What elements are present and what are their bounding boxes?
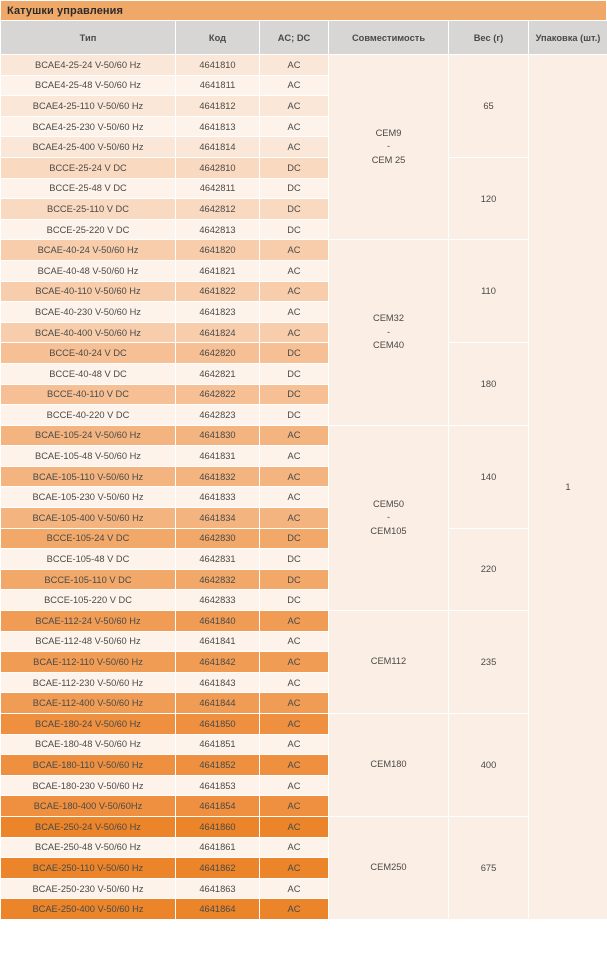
compatibility-line: - <box>386 512 391 523</box>
cell-type: BCCE-25-110 V DC <box>1 199 176 220</box>
cell-code: 4642821 <box>176 363 260 384</box>
cell-type: BCAE-40-230 V-50/60 Hz <box>1 302 176 323</box>
cell-type: BCAE-40-24 V-50/60 Hz <box>1 240 176 261</box>
cell-code: 4641830 <box>176 425 260 446</box>
cell-acdc: AC <box>260 672 329 693</box>
cell-acdc: DC <box>260 219 329 240</box>
cell-acdc: AC <box>260 611 329 632</box>
compatibility-line: CEM250 <box>370 862 407 873</box>
cell-acdc: DC <box>260 343 329 364</box>
cell-code: 4642833 <box>176 590 260 611</box>
cell-type: BCAE-105-24 V-50/60 Hz <box>1 425 176 446</box>
cell-weight: 110 <box>449 240 529 343</box>
header-row <box>1 21 607 55</box>
cell-weight: 120 <box>449 157 529 239</box>
cell-type: BCAE4-25-24 V-50/60 Hz <box>1 55 176 76</box>
cell-acdc: AC <box>260 816 329 837</box>
cell-acdc: AC <box>260 466 329 487</box>
cell-acdc: AC <box>260 796 329 817</box>
cell-type: BCCE-105-110 V DC <box>1 569 176 590</box>
table-body <box>1 55 607 920</box>
compatibility-line: CEM32 <box>372 313 404 324</box>
cell-compatibility <box>329 816 449 919</box>
cell-acdc: AC <box>260 75 329 96</box>
cell-code: 4641854 <box>176 796 260 817</box>
cell-code: 4641862 <box>176 858 260 879</box>
table-row <box>1 528 607 549</box>
cell-acdc: AC <box>260 775 329 796</box>
compatibility-line: CEM105 <box>370 525 407 536</box>
cell-type: BCAE-105-400 V-50/60 Hz <box>1 508 176 529</box>
cell-type: BCAE4-25-48 V-50/60 Hz <box>1 75 176 96</box>
cell-type: BCAE-40-110 V-50/60 Hz <box>1 281 176 302</box>
cell-weight: 400 <box>449 714 529 817</box>
cell-code: 4641850 <box>176 714 260 735</box>
cell-code: 4641822 <box>176 281 260 302</box>
cell-acdc: AC <box>260 240 329 261</box>
column-header-code: Код <box>176 21 260 55</box>
control-coils-table <box>0 20 607 920</box>
cell-type: BCAE-250-400 V-50/60 Hz <box>1 899 176 920</box>
cell-acdc: AC <box>260 116 329 137</box>
cell-type: BCCE-25-24 V DC <box>1 157 176 178</box>
table-header <box>1 21 607 55</box>
cell-code: 4641833 <box>176 487 260 508</box>
cell-code: 4641864 <box>176 899 260 920</box>
cell-package-quantity: 1 <box>529 55 607 920</box>
cell-type: BCCE-40-220 V DC <box>1 405 176 426</box>
cell-type: BCAE-180-24 V-50/60 Hz <box>1 714 176 735</box>
cell-acdc: DC <box>260 549 329 570</box>
cell-type: BCAE-105-230 V-50/60 Hz <box>1 487 176 508</box>
cell-acdc: AC <box>260 508 329 529</box>
cell-acdc: AC <box>260 714 329 735</box>
cell-type: BCAE-250-110 V-50/60 Hz <box>1 858 176 879</box>
table-row <box>1 157 607 178</box>
compatibility-line: CEM180 <box>370 759 407 770</box>
cell-code: 4641813 <box>176 116 260 137</box>
cell-weight: 675 <box>449 816 529 919</box>
cell-code: 4642830 <box>176 528 260 549</box>
table-row <box>1 816 607 837</box>
cell-compatibility <box>329 611 449 714</box>
cell-acdc: AC <box>260 260 329 281</box>
cell-acdc: DC <box>260 199 329 220</box>
column-header-type: Тип <box>1 21 176 55</box>
compatibility-line: CEM 25 <box>371 154 406 165</box>
cell-acdc: DC <box>260 590 329 611</box>
table-row <box>1 714 607 735</box>
cell-acdc: AC <box>260 425 329 446</box>
cell-acdc: AC <box>260 281 329 302</box>
cell-code: 4642813 <box>176 219 260 240</box>
cell-type: BCAE-112-24 V-50/60 Hz <box>1 611 176 632</box>
cell-code: 4642812 <box>176 199 260 220</box>
cell-code: 4641812 <box>176 96 260 117</box>
cell-type: BCAE-105-110 V-50/60 Hz <box>1 466 176 487</box>
cell-acdc: AC <box>260 899 329 920</box>
cell-weight: 235 <box>449 611 529 714</box>
cell-code: 4642831 <box>176 549 260 570</box>
cell-type: BCCE-40-110 V DC <box>1 384 176 405</box>
cell-type: BCAE-250-24 V-50/60 Hz <box>1 816 176 837</box>
cell-code: 4641851 <box>176 734 260 755</box>
cell-acdc: AC <box>260 734 329 755</box>
cell-acdc: AC <box>260 322 329 343</box>
cell-acdc: AC <box>260 693 329 714</box>
table-row <box>1 425 607 446</box>
page-title: Катушки управления <box>7 4 124 17</box>
cell-acdc: DC <box>260 528 329 549</box>
cell-acdc: AC <box>260 837 329 858</box>
cell-code: 4642810 <box>176 157 260 178</box>
cell-acdc: DC <box>260 405 329 426</box>
column-header-pack: Упаковка (шт.) <box>529 21 607 55</box>
cell-acdc: DC <box>260 157 329 178</box>
cell-code: 4641820 <box>176 240 260 261</box>
cell-code: 4642822 <box>176 384 260 405</box>
cell-type: BCCE-40-24 V DC <box>1 343 176 364</box>
cell-code: 4641823 <box>176 302 260 323</box>
cell-type: BCAE-112-400 V-50/60 Hz <box>1 693 176 714</box>
cell-type: BCAE-40-48 V-50/60 Hz <box>1 260 176 281</box>
cell-type: BCAE-112-48 V-50/60 Hz <box>1 631 176 652</box>
table-title-bar <box>0 0 607 20</box>
cell-acdc: AC <box>260 487 329 508</box>
cell-type: BCAE-250-230 V-50/60 Hz <box>1 878 176 899</box>
cell-type: BCAE-180-230 V-50/60 Hz <box>1 775 176 796</box>
cell-code: 4641852 <box>176 755 260 776</box>
cell-type: BCAE-180-110 V-50/60 Hz <box>1 755 176 776</box>
cell-type: BCAE4-25-230 V-50/60 Hz <box>1 116 176 137</box>
cell-acdc: DC <box>260 384 329 405</box>
cell-weight: 220 <box>449 528 529 610</box>
cell-type: BCCE-25-220 V DC <box>1 219 176 240</box>
column-header-compat: Совместимость <box>329 21 449 55</box>
cell-compatibility <box>329 55 449 240</box>
compatibility-line: CEM50 <box>372 498 404 509</box>
cell-type: BCAE-180-400 V-50/60Hz <box>1 796 176 817</box>
cell-acdc: AC <box>260 755 329 776</box>
compatibility-line: CEM9 <box>375 127 402 138</box>
cell-acdc: AC <box>260 652 329 673</box>
cell-code: 4641831 <box>176 446 260 467</box>
cell-code: 4641861 <box>176 837 260 858</box>
cell-acdc: AC <box>260 631 329 652</box>
cell-code: 4641834 <box>176 508 260 529</box>
cell-code: 4641840 <box>176 611 260 632</box>
cell-type: BCCE-105-48 V DC <box>1 549 176 570</box>
compatibility-line: CEM40 <box>372 340 404 351</box>
column-header-acdc: AC; DC <box>260 21 329 55</box>
cell-type: BCAE-250-48 V-50/60 Hz <box>1 837 176 858</box>
cell-acdc: AC <box>260 55 329 76</box>
cell-acdc: AC <box>260 302 329 323</box>
cell-code: 4642820 <box>176 343 260 364</box>
column-header-weight: Вес (г) <box>449 21 529 55</box>
cell-compatibility <box>329 425 449 610</box>
cell-type: BCAE-40-400 V-50/60 Hz <box>1 322 176 343</box>
cell-code: 4641853 <box>176 775 260 796</box>
cell-acdc: DC <box>260 178 329 199</box>
cell-type: BCAE-112-230 V-50/60 Hz <box>1 672 176 693</box>
cell-weight: 65 <box>449 55 529 158</box>
compatibility-line: - <box>386 326 391 337</box>
cell-compatibility <box>329 714 449 817</box>
cell-type: BCCE-105-24 V DC <box>1 528 176 549</box>
cell-type: BCCE-25-48 V DC <box>1 178 176 199</box>
cell-acdc: DC <box>260 569 329 590</box>
cell-code: 4641810 <box>176 55 260 76</box>
cell-compatibility <box>329 240 449 425</box>
cell-code: 4641844 <box>176 693 260 714</box>
table-row <box>1 343 607 364</box>
cell-acdc: AC <box>260 878 329 899</box>
cell-code: 4641811 <box>176 75 260 96</box>
cell-code: 4642811 <box>176 178 260 199</box>
cell-code: 4641824 <box>176 322 260 343</box>
cell-type: BCCE-105-220 V DC <box>1 590 176 611</box>
cell-acdc: DC <box>260 363 329 384</box>
cell-code: 4641863 <box>176 878 260 899</box>
cell-code: 4641832 <box>176 466 260 487</box>
cell-code: 4641843 <box>176 672 260 693</box>
cell-acdc: AC <box>260 446 329 467</box>
table-row <box>1 611 607 632</box>
compatibility-line: - <box>386 141 391 152</box>
cell-type: BCAE-105-48 V-50/60 Hz <box>1 446 176 467</box>
cell-acdc: AC <box>260 858 329 879</box>
cell-code: 4641814 <box>176 137 260 158</box>
table-row <box>1 240 607 261</box>
cell-type: BCAE-112-110 V-50/60 Hz <box>1 652 176 673</box>
cell-acdc: AC <box>260 96 329 117</box>
cell-code: 4642832 <box>176 569 260 590</box>
cell-type: BCAE4-25-400 V-50/60 Hz <box>1 137 176 158</box>
cell-code: 4641842 <box>176 652 260 673</box>
cell-weight: 140 <box>449 425 529 528</box>
table-row <box>1 55 607 76</box>
cell-code: 4641860 <box>176 816 260 837</box>
cell-type: BCCE-40-48 V DC <box>1 363 176 384</box>
cell-code: 4641841 <box>176 631 260 652</box>
cell-type: BCAE4-25-110 V-50/60 Hz <box>1 96 176 117</box>
compatibility-line: CEM112 <box>370 656 407 667</box>
cell-weight: 180 <box>449 343 529 425</box>
cell-type: BCAE-180-48 V-50/60 Hz <box>1 734 176 755</box>
cell-acdc: AC <box>260 137 329 158</box>
cell-code: 4642823 <box>176 405 260 426</box>
cell-code: 4641821 <box>176 260 260 281</box>
